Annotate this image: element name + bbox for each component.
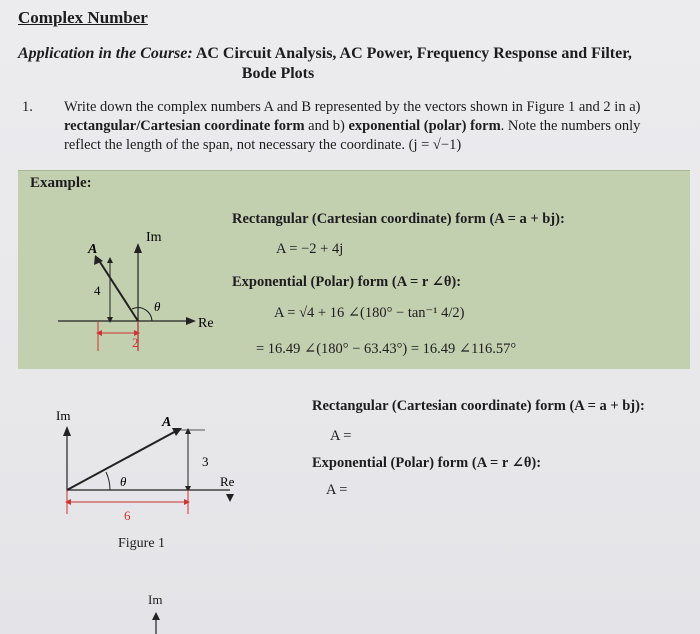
figure1-rect-value: A = [330,428,352,444]
example-rect-value: A = −2 + 4j [276,241,344,257]
figure2-im-label: Im [148,592,163,607]
question-number: 1. [22,99,33,115]
question-text-c: reflect the length of the span, not necessary the coordinate. (j = √−1) [64,137,462,153]
example-re-label: Re [198,316,214,331]
question-text [64,98,684,155]
figure1-polar-heading: Exponential (Polar) form (A = r ∠θ): [312,455,542,471]
question-text-a: Write down the complex numbers A and B represented by the vectors shown in Figure 1 and 2 in a) [64,99,641,115]
figure1-width-arrow-icon [65,499,71,505]
figure1-caption: Figure 1 [118,536,166,551]
question-bold-rect: rectangular/Cartesian coordinate form [64,118,305,134]
application-line1: AC Circuit Analysis, AC Power, Frequency Response and Filter, [192,45,632,62]
figure1-re-arrow-icon [226,494,234,502]
example-width-arrow-icon [96,330,102,336]
example-width-label: 2 [132,335,139,350]
example-polar-result: = 16.49 ∠(180° − 63.43°) = 16.49 ∠116.57° [256,341,517,357]
example-box [18,170,690,369]
figure1-im-arrow-icon [63,426,71,436]
example-polar-value: A = √4 + 16 ∠(180° − tan⁻¹ 4/2) [274,305,465,321]
application-line2: Bode Plots [241,65,315,82]
figure1-vector-label: A [162,415,172,430]
example-im-arrow-icon [134,243,142,253]
example-angle-arc [132,308,152,321]
example-height-arrow2-icon [107,317,113,323]
example-label: Example: [30,175,92,191]
figure1-angle-arc [106,472,110,490]
document-title: Complex Number [18,8,148,27]
figure1-re-label: Re [220,474,235,489]
figure1-im-label: Im [56,408,71,423]
figure1-height-label: 3 [202,454,209,469]
question-text-mid: and b) [304,118,349,134]
example-polar-heading: Exponential (Polar) form (A = r ∠θ): [232,274,462,290]
figure2-diagram [146,610,166,634]
figure1-polar-value: A = [326,482,348,498]
figure1-width-arrow2-icon [184,499,190,505]
example-rect-heading: Rectangular (Cartesian coordinate) form (A = a + bj): [232,211,565,227]
figure1-width-label: 6 [124,508,131,523]
example-height-label: 4 [94,283,101,298]
question-text-end: . Note the numbers only [500,118,641,134]
figure1-rect-heading: Rectangular (Cartesian coordinate) form (A = a + bj): [312,398,645,414]
application-text [18,44,678,84]
question-bold-polar: exponential (polar) form [348,118,501,134]
example-vector-label: A [88,242,98,257]
figure1-diagram [40,402,300,532]
example-vector-a [98,259,138,321]
example-re-arrow-icon [186,317,196,325]
figure1-height-arrow-icon [185,428,191,434]
example-height-arrow-icon [107,257,113,263]
example-im-label: Im [146,230,162,245]
figure1-theta-label: θ [120,474,127,489]
example-diagram [48,211,248,371]
application-label: Application in the Course: [18,45,193,62]
example-theta-label: θ [154,299,161,314]
